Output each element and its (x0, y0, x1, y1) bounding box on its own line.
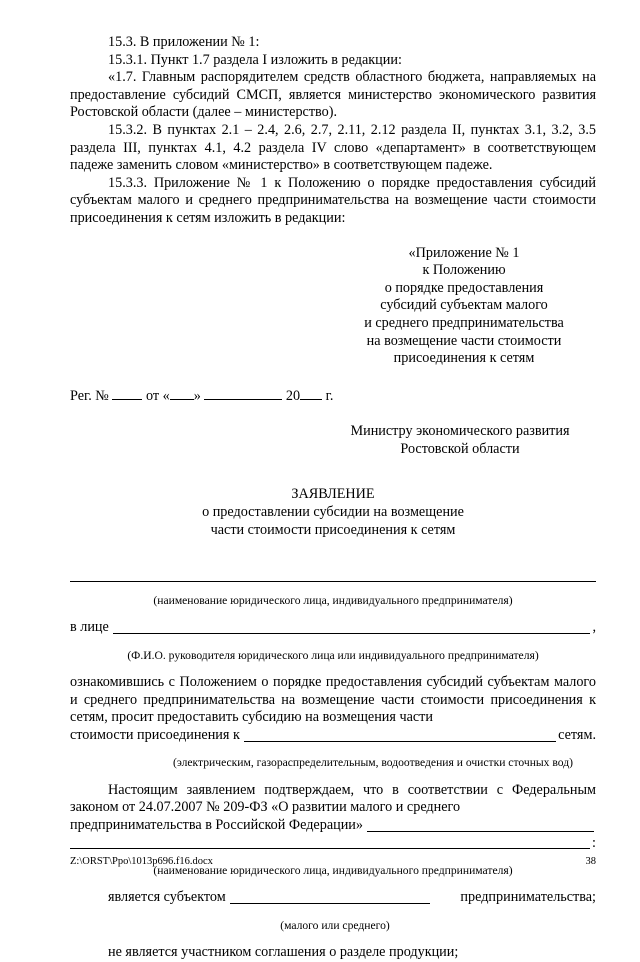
paragraph-15-3-2: 15.3.2. В пунктах 2.1 – 2.4, 2.6, 2.7, 2.11, 2.12 раздела II, пунктах 3.1, 3.2, 3.5 раздела III, пунктах 4.1, 4.2 раздела IV слово «департамент» в соответствующем падеже заменить словом «министерство» в соответствующем падеже. (70, 121, 596, 174)
confirm-end-label: предпринимательства в Российской Федерации» (70, 816, 363, 833)
application-title: ЗАЯВЛЕНИЕ (291, 486, 375, 503)
file-path: Z:\ORST\Ppo\1013p696.f16.docx (70, 856, 213, 867)
month-blank[interactable] (204, 387, 282, 400)
appendix-line: «Приложение № 1 (408, 244, 520, 261)
paragraph-15-3: 15.3. В приложении № 1: (108, 34, 260, 50)
connection-cost-label: стоимости присоединения к (70, 727, 240, 743)
application-title-block (70, 486, 596, 539)
reg-label: Рег. № (70, 387, 109, 404)
subject-row (70, 889, 596, 907)
addressee-line: Министру экономического развития (350, 423, 570, 440)
caption-networks: (электрическим, газораспределительным, водоотведения и очистки сточных вод) (173, 756, 573, 770)
network-type-blank[interactable] (244, 729, 556, 742)
appendix-header (332, 245, 596, 368)
head-name-blank[interactable] (113, 621, 591, 634)
confirm-text: Настоящим заявлением подтверждаем, что в соответствии с Федеральным законом от 24.07.2007 № 209-ФЗ «О развитии малого и среднего (70, 781, 596, 816)
application-subtitle: части стоимости присоединения к сетям (210, 521, 456, 538)
date-quote: » (193, 387, 201, 404)
caption-entity: (наименование юридического лица, индивидуального предпринимателя) (153, 593, 513, 607)
paragraph-1-7: «1.7. Главным распорядителем средств областного бюджета, направляемых на предоставление субсидий СМСП, является министерство экономического развития Ростовской области (далее – министерство). (70, 69, 596, 121)
entrepreneurship-label: предпринимательства; (460, 889, 596, 906)
caption-head: (Ф.И.О. руководителя юридического лица или индивидуального предпринимателя) (127, 648, 539, 662)
caption-entity-2: (наименование юридического лица, индивидуального предпринимателя) (153, 863, 513, 877)
page-number: 38 (585, 856, 596, 867)
appendix-line: субсидий субъектам малого (380, 297, 548, 314)
document-body (70, 34, 596, 962)
application-subtitle: о предоставлении субсидии на возмещение (202, 504, 464, 521)
is-subject-label: является субъектом (108, 889, 226, 906)
year-blank[interactable] (300, 387, 322, 400)
in-person-comma: , (592, 619, 596, 636)
appendix-line: на возмещение части стоимости (366, 332, 562, 349)
appendix-line: к Положению (422, 262, 506, 279)
in-person-row (70, 619, 596, 637)
year-prefix: 20 (285, 387, 301, 404)
appendix-line: присоединения к сетям (393, 350, 535, 367)
enterprise-size-blank[interactable] (230, 891, 430, 904)
page-footer (70, 856, 596, 867)
confirm-blank[interactable] (367, 819, 594, 832)
confirm-end-row (70, 817, 596, 835)
addressee-line: Ростовской области (400, 440, 520, 457)
paragraph-15-3-3: 15.3.3. Приложение № 1 к Положению о порядке предоставления субсидий субъектам малого и среднего предпринимательства на возмещение части стоимости присоединения к сетям изложить в редакции: (70, 174, 596, 226)
entity2-colon: : (592, 834, 596, 851)
registration-line (70, 387, 596, 406)
networks-label: сетям. (558, 727, 596, 743)
entity-name-blank-2[interactable] (70, 836, 590, 849)
caption-size: (малого или среднего) (280, 918, 390, 932)
date-label: от « (145, 387, 170, 404)
networks-row (70, 727, 596, 745)
addressee-block (324, 423, 596, 458)
day-blank[interactable] (170, 387, 194, 400)
entity2-row (70, 835, 596, 853)
not-party-text: не является участником соглашения о разделе продукции; (108, 944, 459, 961)
year-suffix: г. (325, 387, 334, 404)
in-person-label: в лице (70, 619, 109, 636)
entity-name-blank[interactable] (70, 559, 596, 582)
paragraph-15-3-1: 15.3.1. Пункт 1.7 раздела I изложить в редакции: (108, 51, 402, 68)
reg-number-blank[interactable] (112, 387, 142, 400)
having-read-text: ознакомившись с Положением о порядке предоставления субсидий субъектам малого и среднего предпринимательства на возмещение части стоимости присоединения к сетям, просит предоставить субсидию на возмещения части (70, 674, 596, 726)
appendix-line: о порядке предоставления (384, 279, 544, 296)
appendix-line: и среднего предпринимательства (364, 314, 564, 331)
